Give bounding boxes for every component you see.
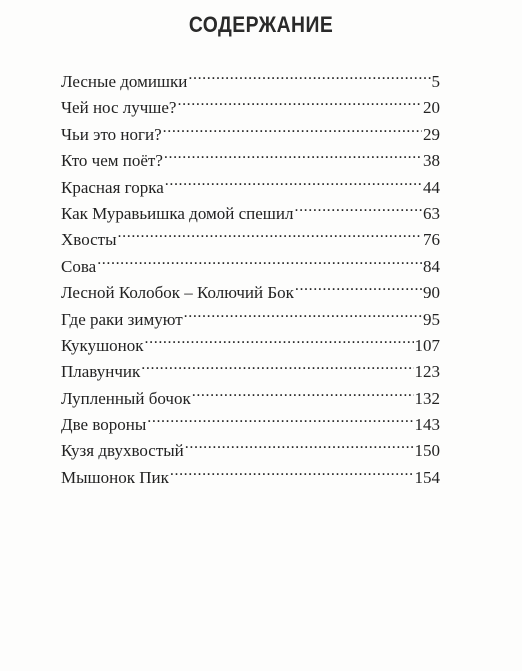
toc-entry bbox=[61, 220, 440, 250]
toc-entry-title: Лупленный бочок bbox=[61, 388, 191, 408]
toc-entry-title: Плавунчик bbox=[61, 362, 141, 382]
toc-dot-leader bbox=[184, 300, 422, 325]
toc-dot-leader bbox=[165, 168, 422, 193]
table-of-contents bbox=[61, 62, 440, 487]
toc-dot-leader bbox=[145, 326, 414, 351]
toc-dot-leader bbox=[295, 273, 422, 298]
toc-entry-title: Лесные домишки bbox=[61, 72, 188, 91]
toc-entry-page: 95 bbox=[423, 309, 440, 329]
toc-entry-title: Красная горка bbox=[61, 177, 164, 197]
toc-dot-leader bbox=[141, 352, 413, 377]
toc-entry-title: Лесной Колобок – Колючий Бок bbox=[61, 283, 294, 303]
toc-dot-leader bbox=[163, 115, 422, 140]
toc-entry-page: 150 bbox=[414, 441, 440, 461]
toc-entry bbox=[61, 247, 440, 276]
toc-entry-title: Где раки зимуют bbox=[61, 309, 183, 329]
toc-entry-page: 20 bbox=[423, 98, 440, 118]
toc-entry-page: 154 bbox=[414, 467, 440, 487]
toc-entry-title: Чей нос лучше? bbox=[61, 98, 177, 118]
toc-entry-title: Две вороны bbox=[61, 415, 147, 435]
toc-entry-title: Кукушонок bbox=[61, 335, 144, 355]
toc-entry-page: 90 bbox=[423, 283, 440, 303]
toc-entry-page: 38 bbox=[423, 151, 440, 171]
toc-entry bbox=[61, 273, 440, 303]
toc-entry-page: 107 bbox=[414, 335, 440, 355]
toc-entry-page: 76 bbox=[423, 230, 440, 250]
toc-dot-leader bbox=[188, 62, 430, 87]
toc-entry-title: Сова bbox=[61, 256, 97, 276]
toc-entry-title: Как Муравьишка домой спешил bbox=[61, 203, 294, 223]
toc-entry-page: 5 bbox=[431, 72, 440, 91]
toc-dot-leader bbox=[147, 405, 413, 430]
toc-entry-title: Кто чем поёт? bbox=[61, 151, 163, 171]
toc-entry-page: 84 bbox=[423, 256, 440, 276]
toc-dot-leader bbox=[294, 194, 422, 219]
toc-entry-page: 44 bbox=[423, 177, 440, 197]
contents-heading: СОДЕРЖАНИЕ bbox=[188, 12, 334, 37]
toc-entry-page: 63 bbox=[423, 203, 440, 223]
toc-dot-leader bbox=[185, 431, 414, 456]
toc-dot-leader bbox=[192, 379, 414, 404]
toc-entry-title: Хвосты bbox=[61, 230, 117, 250]
toc-entry-title: Кузя двухвостый bbox=[61, 441, 184, 461]
toc-entry-page: 29 bbox=[423, 124, 440, 144]
toc-entry-page: 143 bbox=[414, 415, 440, 435]
toc-dot-leader bbox=[177, 88, 422, 113]
toc-entry-page: 123 bbox=[414, 362, 440, 382]
toc-dot-leader bbox=[118, 220, 422, 245]
toc-entry-title: Мышонок Пик bbox=[61, 467, 169, 487]
toc-dot-leader bbox=[97, 247, 422, 272]
toc-entry-page: 132 bbox=[414, 388, 440, 408]
toc-entry bbox=[61, 62, 440, 91]
toc-entry-title: Чьи это ноги? bbox=[61, 124, 162, 144]
toc-dot-leader bbox=[170, 458, 414, 483]
toc-dot-leader bbox=[164, 141, 422, 166]
